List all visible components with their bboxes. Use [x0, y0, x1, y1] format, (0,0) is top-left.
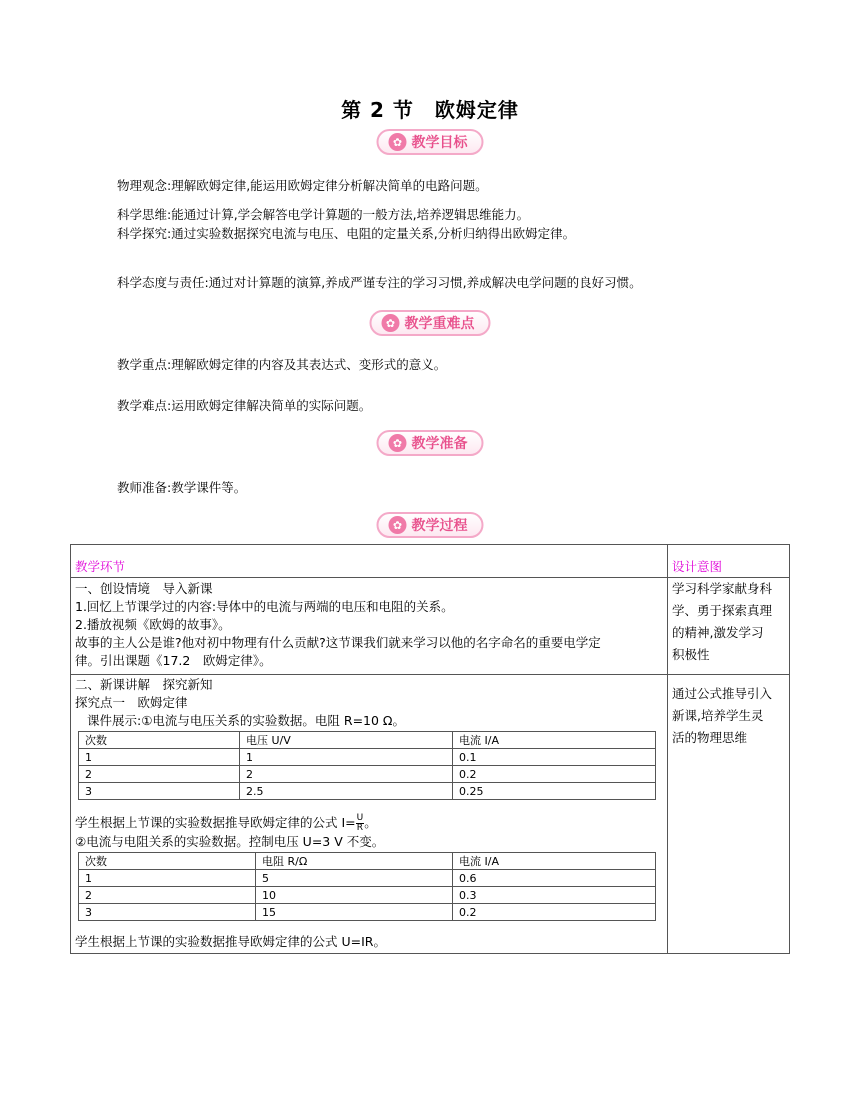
design-intent-cell — [668, 578, 790, 675]
section-badge-label: 教学准备 — [411, 436, 468, 452]
table-row — [79, 766, 656, 783]
table-cell: 10 — [256, 887, 453, 904]
step-line: 1.回忆上节课学过的内容:导体中的电流与两端的电压和电阻的关系。 — [75, 599, 454, 614]
table-cell: 3 — [79, 783, 240, 800]
step-heading: 二、新课讲解 探究新知 — [75, 677, 213, 692]
intent-line: 的精神,激发学习 — [672, 625, 764, 640]
step-line: 课件展示:①电流与电压关系的实验数据。电阻 R=10 Ω。 — [87, 713, 405, 728]
step-line: 故事的主人公是谁?他对初中物理有什么贡献?这节课我们就来学习以他的名字命名的重要电学定 — [75, 635, 601, 650]
table-cell: 1 — [79, 870, 256, 887]
section-badge-process — [377, 512, 484, 538]
data-table-resistance — [78, 852, 656, 921]
col-header: 次数 — [79, 732, 240, 749]
col-header: 电阻 R/Ω — [256, 853, 453, 870]
table-cell: 0.2 — [453, 904, 656, 921]
goal-line: 科学探究:通过实验数据探究电流与电压、电阻的定量关系,分析归纳得出欧姆定律。 — [117, 226, 576, 241]
prep-line: 教师准备:教学课件等。 — [117, 480, 247, 495]
table-cell: 3 — [79, 904, 256, 921]
keypoint-line: 教学难点:运用欧姆定律解决简单的实际问题。 — [117, 398, 372, 413]
table-cell: 0.2 — [453, 766, 656, 783]
process-table-header — [71, 545, 790, 578]
section-badge-label: 教学过程 — [411, 518, 468, 534]
section-badge-keypoints — [370, 310, 491, 336]
process-row-new-lesson — [71, 675, 790, 954]
header-teaching-step: 教学环节 — [71, 545, 668, 578]
page-title: 第 2 节 欧姆定律 — [341, 98, 519, 122]
table-cell: 2 — [79, 887, 256, 904]
formula-prefix: 学生根据上节课的实验数据推导欧姆定律的公式 I= — [75, 815, 356, 830]
book-icon: ✿ — [389, 434, 407, 452]
data-table-header — [79, 853, 656, 870]
table-row — [79, 749, 656, 766]
table-cell: 0.6 — [453, 870, 656, 887]
table-cell: 0.25 — [453, 783, 656, 800]
keypoint-line: 教学重点:理解欧姆定律的内容及其表达式、变形式的意义。 — [117, 357, 447, 372]
step-line: 2.播放视频《欧姆的故事》。 — [75, 617, 231, 632]
design-intent-cell — [668, 675, 790, 954]
header-design-intent: 设计意图 — [668, 545, 790, 578]
table-cell: 2.5 — [240, 783, 453, 800]
step-line: 探究点一 欧姆定律 — [75, 695, 188, 710]
step-heading: 一、创设情境 导入新课 — [75, 581, 213, 596]
section-badge-label: 教学重难点 — [404, 316, 475, 332]
book-icon: ✿ — [389, 133, 407, 151]
table-row — [79, 887, 656, 904]
col-header: 电流 I/A — [453, 732, 656, 749]
process-table — [70, 544, 790, 954]
table-cell: 0.3 — [453, 887, 656, 904]
table-cell: 2 — [240, 766, 453, 783]
book-icon: ✿ — [382, 314, 400, 332]
intent-line: 积极性 — [672, 647, 710, 662]
fraction-numerator: U — [356, 813, 364, 823]
intent-line: 学、勇于探索真理 — [672, 603, 773, 618]
formula-suffix: 。 — [364, 815, 377, 830]
goal-line: 物理观念:理解欧姆定律,能运用欧姆定律分析解决简单的电路问题。 — [117, 178, 488, 193]
section-badge-prep — [377, 430, 484, 456]
table-cell: 1 — [79, 749, 240, 766]
data-table-voltage — [78, 731, 656, 800]
process-row-intro — [71, 578, 790, 675]
table-row — [79, 783, 656, 800]
goal-line: 科学态度与责任:通过对计算题的演算,养成严谨专注的学习习惯,养成解决电学问题的良好习惯。 — [117, 275, 642, 290]
step-line: ②电流与电阻关系的实验数据。控制电压 U=3 V 不变。 — [75, 834, 385, 849]
fraction-denominator: R — [356, 823, 364, 833]
fraction — [356, 814, 365, 833]
col-header: 电流 I/A — [453, 853, 656, 870]
col-header: 电压 U/V — [240, 732, 453, 749]
section-badge-goals — [377, 129, 484, 155]
table-cell: 2 — [79, 766, 240, 783]
table-cell: 5 — [256, 870, 453, 887]
table-cell: 1 — [240, 749, 453, 766]
step-line: 律。引出课题《17.2 欧姆定律》。 — [75, 653, 272, 668]
section-badge-label: 教学目标 — [411, 135, 468, 151]
step-line: 学生根据上节课的实验数据推导欧姆定律的公式 U=IR。 — [75, 934, 386, 949]
intent-line: 活的物理思维 — [672, 730, 748, 745]
formula-line — [75, 814, 663, 833]
intent-line: 新课,培养学生灵 — [672, 708, 764, 723]
goal-line: 科学思维:能通过计算,学会解答电学计算题的一般方法,培养逻辑思维能力。 — [117, 207, 530, 222]
table-row — [79, 904, 656, 921]
intent-line: 学习科学家献身科 — [672, 581, 773, 596]
table-cell: 15 — [256, 904, 453, 921]
table-cell: 0.1 — [453, 749, 656, 766]
table-row — [79, 870, 656, 887]
intent-line: 通过公式推导引入 — [672, 686, 773, 701]
data-table-header — [79, 732, 656, 749]
col-header: 次数 — [79, 853, 256, 870]
book-icon: ✿ — [389, 516, 407, 534]
